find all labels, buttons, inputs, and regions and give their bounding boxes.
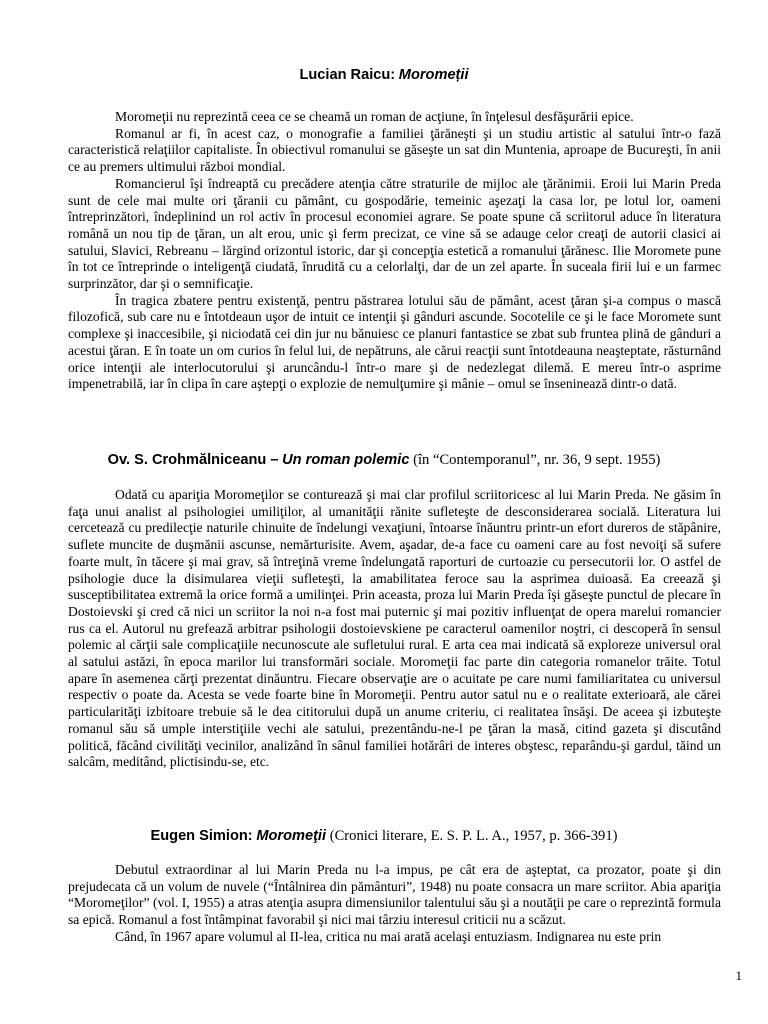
section-heading-simion [0,827,768,845]
section-heading-crohmalniceanu [0,451,768,469]
section-work-title: Moromeții [398,67,469,83]
section-body-raicu [68,109,721,393]
section-body-simion [68,862,721,946]
paragraph: Romancierul îşi îndreaptă cu precădere atenţia către straturile de mijloc ale ţărănimii. Eroii lui Marin Preda sunt de cele mai multe ori ţăranii cu pământ, cu gospodărie, temeinic aşezaţi la casa lor, pe lotul lor, oameni întreprinzători, îndeplinind un rol activ în procesul economiei agrare. Se poate spune că scriitorul aduce în literatura română un nou tip de ţăran, un alt erou, unic şi ferm precizat, ce vine să se adauge celor creaţi de autorii clasici ai satului, Slavici, Rebreanu – lărgind orizontul istoric, dar şi concepţia estetică a romanului ţărănesc. Ilie Moromete pune în tot ce întreprinde o inteligenţă ciudată, înrudită cu a celorlalţi, dar de un zel aparte. În suceala firii lui e un farmec surprinzător, dar şi o semnificaţie. [68,175,721,292]
paragraph: Când, în 1967 apare volumul al II-lea, critica nu mai arată acelaşi entuziasm. Indignarea nu este prin [115,928,662,944]
section-source: (Cronici literare, E. S. P. L. A., 1957, p. 366-391) [329,828,618,844]
paragraph: Debutul extraordinar al lui Marin Preda nu l-a impus, pe cât era de aşteptat, ca prozator, poate şi din prejudecata că un volum de nuvele (“Întâlnirea din pământuri”, 1948) nu poate consacra un mare scriitor. Abia apariţia “Moromeţilor” (vol. I, 1955) a atras atenţia asupra dimensiunilor talentului său şi a noutăţii pe care o reprezintă formula sa epică. Romanul a fost întâmpinat favorabil şi nici mai târziu interesul criticii nu a scăzut. [68,862,721,928]
paragraph: Odată cu apariţia Moromeţilor se conturează şi mai clar profilul scriitoricesc al lui Marin Preda. Ne găsim în faţa unui analist al psihologiei umiliţilor, al umanităţii rănite sufleteşte de desconsiderarea socială. Literatura lui cercetează cu predilecţie naturile chinuite de îndelungi vexaţiuni, întoarse înăuntru printr-un efort dureros de stăpânire, suflete muncite de duşmănii ascunse, nemărturisite. Avem, aşadar, de-a face cu oameni care au fost nevoiţi să sufere foarte mult, în tăcere şi mai grav, să întreţină vreme îndelungată raporturi de curtoazie cu persecutorii lor. O astfel de psihologie duce la disimularea vieţii sufleteşti, la amabilitatea feroce sau la asprimea duioasă. Ea creează şi susceptibilitatea extremă la orice formă a umilinţei. Prin aceasta, proza lui Marin Preda îşi găseşte punctul de plecare în Dostoievski şi cred că nici un scriitor la noi n-a fost mai puternic şi mai pozitiv influenţat de opera marelui romancier rus ca el. Autorul nu grefează arbitrar psihologii dostoievskiene pe caracterul oamenilor noştri, ci descoperă în sensul polemic al cărţii sale complicaţiile necunoscute ale sufletului rural. E arta cea mai indicată să exploreze universul oral al satului astăzi, în epoca marilor lui transformări sociale. Moromeţii fac parte din categoria romanelor trăite. Totul apare în asemenea cărţi prezentat dinăuntru. Fiecare observaţie are o acuitate pe care numi familiaritatea cu universul respectiv o poate da. Acesta se vede foarte bine în Moromeţii. Pentru autor satul nu e o realitate exterioară, ale cărei particularităţi izbitoare trebuie să le dea cititorului după un anume criteriu, ci realitatea însăşi. De aceea şi izbuteşte romanul său să umple interstiţiile vechi ale satului, prezentându-ne-l pe ţăran la masă, citind gazeta şi discutând politică, făcând civilităţi vecinilor, analizând în sânul familiei hotărâri de interes obştesc, reparându-şi gardul, tăind un salcâm, meditând, plictisindu-se, etc. [68,487,721,770]
paragraph: Moromeţii nu reprezintă ceea ce se cheamă un roman de acţiune, în înţelesul desfăşurării epice. [115,109,634,124]
section-heading-raicu [0,66,768,84]
section-work-title: Un roman polemic [282,452,410,468]
section-author: Ov. S. Crohmălniceanu – [107,452,279,468]
page-number: 1 [735,968,742,983]
paragraph: Romanul ar fi, în acest caz, o monografie a familiei ţărăneşti şi un studiu artistic al satului într-o fază caracteristică relaţiilor capitaliste. În obiectivul romanului se găseşte un sat din Muntenia, aproape de Bucureşti, în anii ce au premers ultimului război mondial. [68,125,721,175]
section-source: (în “Contemporanul”, nr. 36, 9 sept. 1955) [413,452,661,468]
section-body-crohmalniceanu [68,487,721,771]
section-author: Lucian Raicu: [299,67,396,83]
paragraph: În tragica zbatere pentru existenţă, pentru păstrarea lotului său de pământ, acest ţăran şi-a compus o mască filozofică, sub care nu e întotdeaun uşor de intuit ce intenţii şi gânduri ascunde. Socotelile ce şi le face Moromete sunt complexe şi inaccesibile, şi niciodată cei din jur nu bănuiesc ce planuri fantastice se zbat sub fruntea plină de gânduri a acestui ţăran. E în toate un om curios în felul lui, de nepătruns, ale cărui reacţii sunt întotdeauna neaşteptate, răsturnând orice intenţii ale interlocutorului şi aruncându-l într-o mare şi de nedezlegat dilemă. E mereu într-o asprime impenetrabilă, iar în clipa în care aştepţi o explozie de nemulţumire şi mânie – omul se înseninează dintr-o dată. [68,292,721,392]
section-author: Eugen Simion: [150,828,253,844]
section-work-title: Moromeţii [256,828,327,844]
